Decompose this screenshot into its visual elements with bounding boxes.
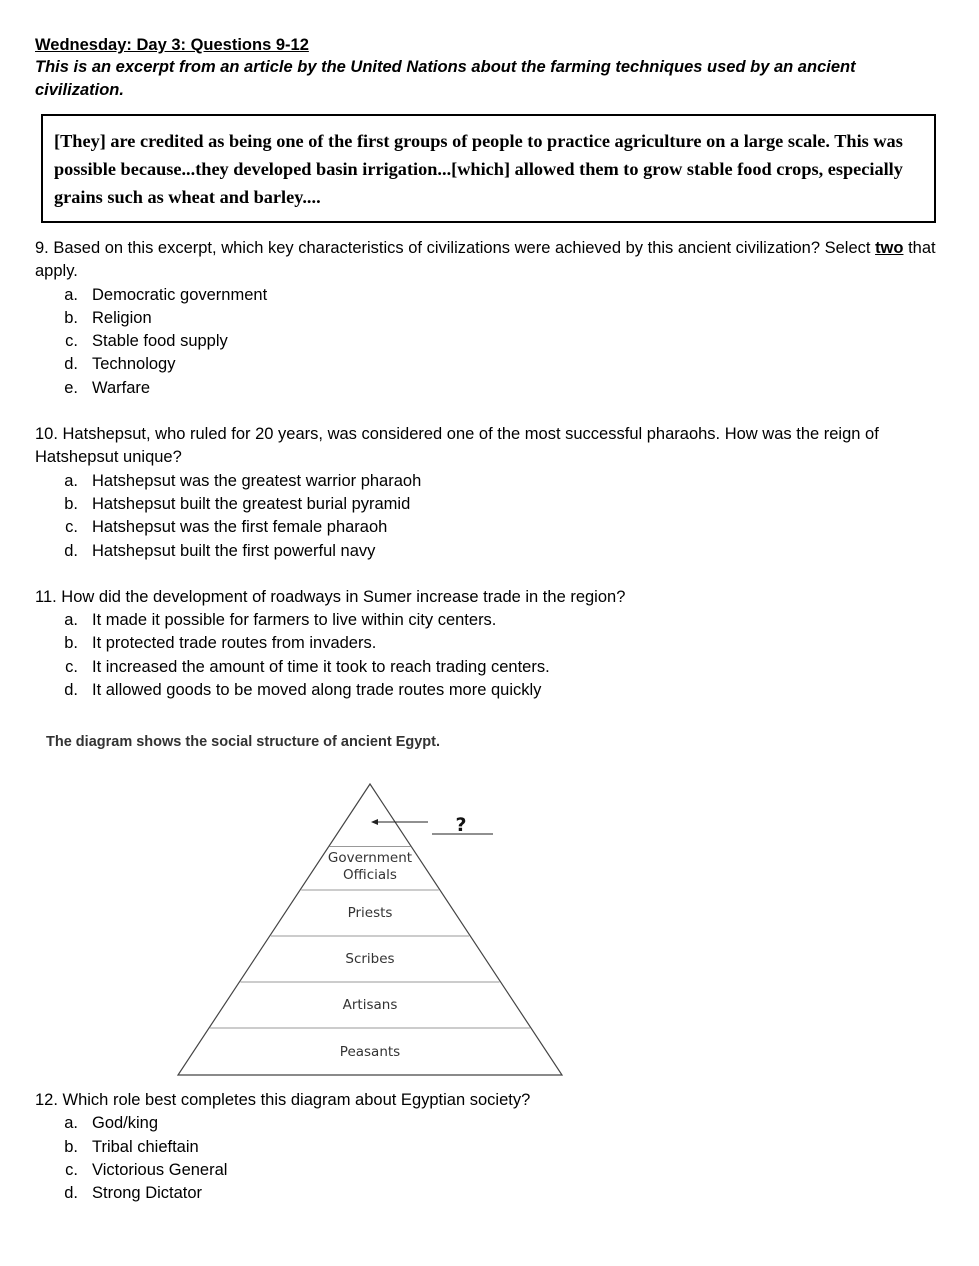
option-text: God/king: [92, 1114, 159, 1133]
option-text: It made it possible for farmers to live within city centers.: [92, 611, 497, 630]
answer-option-10a[interactable]: [35, 470, 945, 493]
unknown-tier-pointer: [371, 814, 493, 836]
answer-option-9b[interactable]: [35, 307, 945, 330]
option-letter: b.: [64, 494, 78, 513]
option-text: Hatshepsut built the greatest burial pyramid: [92, 494, 411, 513]
tier-label-artisans: Artisans: [342, 997, 398, 1013]
question-10-options: [35, 470, 945, 563]
answer-option-11a[interactable]: [35, 609, 945, 632]
answer-option-11c[interactable]: [35, 656, 945, 679]
worksheet-title: Wednesday: Day 3: Questions 9-12: [35, 36, 309, 54]
answer-option-12d[interactable]: [35, 1182, 945, 1205]
answer-option-9d[interactable]: [35, 353, 945, 376]
option-text: Tribal chieftain: [92, 1137, 199, 1156]
option-letter: b.: [64, 634, 78, 653]
tier-label-peasants: Peasants: [339, 1044, 401, 1060]
answer-option-9a[interactable]: [35, 284, 945, 307]
question-11: [35, 586, 945, 702]
excerpt-intro: This is an excerpt from an article by the United Nations about the farming techniques used by an ancient civilization.: [35, 58, 856, 99]
option-text: It increased the amount of time it took to reach trading centers.: [92, 657, 550, 676]
question-9-options: [35, 284, 945, 400]
question-12: [35, 1089, 945, 1205]
unknown-tier-label: ?: [455, 814, 467, 836]
question-9-text-after: that apply.: [35, 239, 936, 281]
answer-option-10b[interactable]: [35, 493, 945, 516]
question-10: [35, 423, 945, 563]
option-text: Religion: [92, 308, 152, 327]
option-letter: c.: [65, 332, 78, 351]
option-text: Strong Dictator: [92, 1184, 203, 1203]
worksheet-page: [35, 34, 945, 702]
option-letter: a.: [64, 471, 78, 490]
question-11-text: 11. How did the development of roadways in Sumer increase trade in the region?: [35, 587, 626, 606]
tier-label-scribes: Scribes: [345, 951, 395, 967]
question-10-text: 10. Hatshepsut, who ruled for 20 years, was considered one of the most successful pharaohs. How was the reign of Hatshepsut unique?: [35, 425, 879, 467]
option-letter: a.: [64, 611, 78, 630]
answer-option-9c[interactable]: [35, 330, 945, 353]
option-text: Victorious General: [92, 1160, 228, 1179]
option-letter: a.: [64, 1114, 78, 1133]
answer-option-9e[interactable]: [35, 377, 945, 400]
question-12-options: [35, 1112, 945, 1205]
question-11-options: [35, 609, 945, 702]
answer-option-12b[interactable]: [35, 1136, 945, 1159]
option-text: Stable food supply: [92, 332, 228, 351]
option-text: It allowed goods to be moved along trade routes more quickly: [92, 681, 542, 700]
answer-option-10d[interactable]: [35, 540, 945, 563]
option-letter: d.: [64, 355, 78, 374]
arrowhead-icon: [371, 819, 378, 825]
option-text: Hatshepsut was the first female pharaoh: [92, 518, 388, 537]
option-text: Technology: [92, 355, 176, 374]
question-12-text: 12. Which role best completes this diagram about Egyptian society?: [35, 1091, 531, 1109]
diagram-caption: The diagram shows the social structure of ancient Egypt.: [46, 734, 440, 750]
option-letter: d.: [64, 1184, 78, 1203]
social-pyramid-diagram: [170, 780, 570, 1080]
question-9-emphasis: two: [875, 239, 904, 257]
answer-option-11b[interactable]: [35, 632, 945, 655]
option-text: Hatshepsut was the greatest warrior pharaoh: [92, 471, 422, 490]
option-text: Democratic government: [92, 285, 268, 304]
option-letter: c.: [65, 657, 78, 676]
answer-option-12a[interactable]: [35, 1112, 945, 1135]
answer-option-10c[interactable]: [35, 516, 945, 539]
option-letter: b.: [64, 308, 78, 327]
option-text: It protected trade routes from invaders.: [92, 634, 377, 653]
option-letter: d.: [64, 541, 78, 560]
option-text: Warfare: [92, 378, 151, 397]
excerpt-box: [They] are credited as being one of the first groups of people to practice agriculture on a large scale. This was possible because...they developed basin irrigation...[which] allowed them to grow stable food crops, especially grains such as wheat and barley....: [41, 114, 936, 223]
question-9-text: [35, 237, 945, 284]
tier-label-priests: Priests: [347, 905, 393, 921]
option-letter: c.: [65, 518, 78, 537]
answer-option-11d[interactable]: [35, 679, 945, 702]
answer-option-12c[interactable]: [35, 1159, 945, 1182]
option-letter: a.: [64, 285, 78, 304]
option-letter: d.: [64, 681, 78, 700]
option-letter: c.: [65, 1160, 78, 1179]
pyramid-outline: [178, 784, 562, 1075]
option-text: Hatshepsut built the first powerful navy: [92, 541, 376, 560]
tier-label-government-line2: Officials: [343, 867, 397, 883]
tier-label-government-line1: Government: [327, 850, 413, 866]
option-letter: e.: [64, 378, 78, 397]
question-9: [35, 237, 945, 400]
question-9-text-before: 9. Based on this excerpt, which key characteristics of civilizations were achieved by this ancient civilization? Select: [35, 239, 876, 257]
option-letter: b.: [64, 1137, 78, 1156]
